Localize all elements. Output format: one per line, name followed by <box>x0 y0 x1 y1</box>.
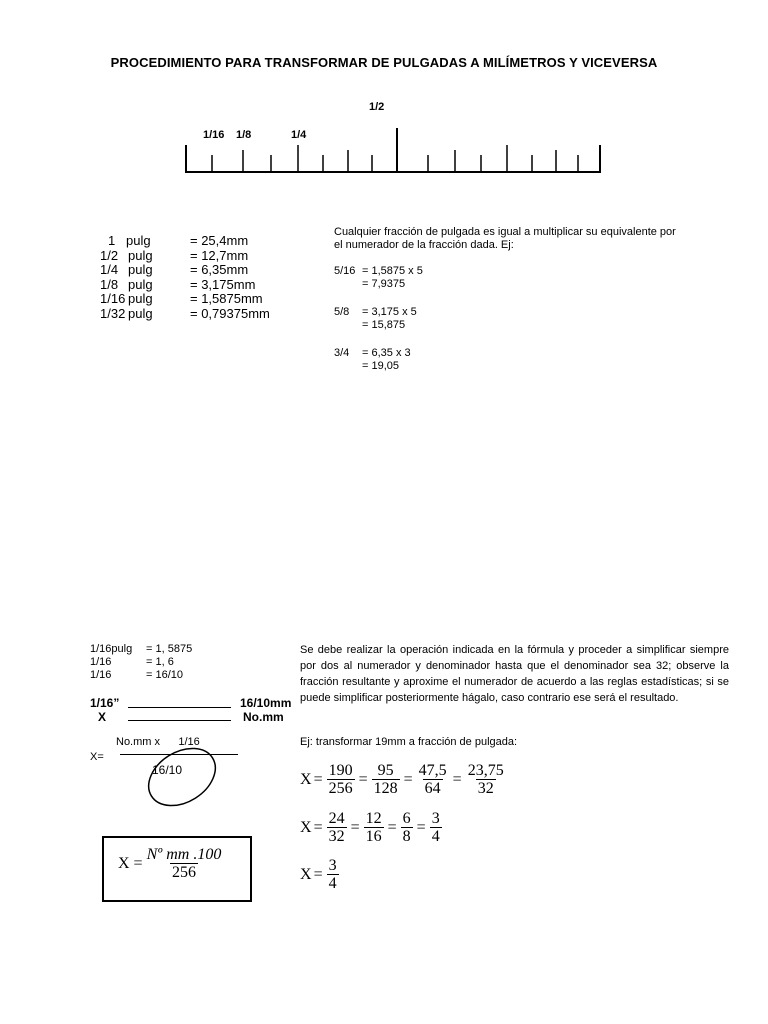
table-cell-equivalent: = 1,5875mm <box>190 291 263 307</box>
table-cell-equivalent: = 3,175mm <box>190 276 256 292</box>
table-cell-fraction: 1/16 <box>100 291 126 307</box>
example-fraction: 3/4 <box>334 347 350 359</box>
table-cell-unit: pulg <box>128 291 153 307</box>
table-cell-fraction: 1/32 <box>100 306 126 321</box>
table-cell-equivalent: = 0,79375mm <box>190 306 270 321</box>
proportion-right-bottom: No.mm <box>243 710 284 724</box>
proportion-left-bottom: X <box>98 710 107 724</box>
x-symbol: X <box>300 770 312 788</box>
table-cell-unit: pulg <box>126 233 151 248</box>
example-operation: = 6,35 x 3 <box>362 347 411 359</box>
table-cell-unit: pulg <box>128 247 153 263</box>
formula-box <box>102 836 252 902</box>
example-operation: = 1,5875 x 5 <box>362 265 423 277</box>
table-cell-unit: pulg <box>128 276 153 292</box>
derivation-denominator: 16/10 <box>152 763 183 777</box>
ruler-label-half: 1/2 <box>369 101 385 113</box>
formula-lhs: X = <box>118 854 143 872</box>
table-cell-equivalent: = 12,7mm <box>190 247 249 263</box>
x-symbol: X <box>300 818 312 836</box>
ruler-label-eighth: 1/8 <box>236 129 252 141</box>
example-fraction: 5/8 <box>334 306 350 318</box>
derivation-numerator: No.mm x 1/16 <box>116 736 200 748</box>
example-fraction: 5/16 <box>334 265 356 277</box>
proportion-line <box>128 707 231 708</box>
explanation-line-2: el numerador de la fracción dada. Ej: <box>334 239 514 251</box>
explanation-line-1: Cualquier fracción de pulgada es igual a multiplicar su equivalente por <box>334 226 676 238</box>
table-cell-fraction: 1/2 <box>100 247 119 263</box>
table-cell-unit: pulg <box>128 306 153 321</box>
worked-row: X = $\frac{3}{4}$ <box>300 857 337 892</box>
table-cell-unit: pulg <box>128 262 153 278</box>
x-symbol: X <box>300 865 312 883</box>
table-cell-equivalent: = 25,4mm <box>190 233 249 248</box>
example-operation: = 3,175 x 5 <box>362 306 417 318</box>
table-cell-fraction: 1 <box>108 233 116 248</box>
derivation-value: = 16/10 <box>146 669 184 681</box>
worked-row: X = $\frac{190}{256}$ = $\frac{95}{128}$ = $\frac{47,5}{64}$ = $\frac{23,75}{32}$ <box>300 762 504 797</box>
procedure-example: Ej: transformar 19mm a fracción de pulgada: <box>300 736 518 748</box>
conversion-table <box>100 234 300 324</box>
derivation-value: = 1, 5875 <box>146 643 193 655</box>
proportion-right-top: 16/10mm <box>240 696 292 710</box>
proportion-left-top: 1/16” <box>90 696 120 710</box>
derivation-label: 1/16 <box>90 656 112 668</box>
page-title: PROCEDIMIENTO PARA TRANSFORMAR DE PULGADAS A MILÍMETROS Y VICEVERSA <box>110 55 658 70</box>
example-result: = 19,05 <box>362 360 400 372</box>
derivation-value: = 1, 6 <box>146 656 174 668</box>
example-result: = 15,875 <box>362 319 406 331</box>
table-cell-fraction: 1/8 <box>100 276 119 292</box>
derivation-label: 1/16 <box>90 669 112 681</box>
derivation-label: 1/16pulg <box>90 643 133 655</box>
ruler-diagram <box>0 0 768 200</box>
table-cell-fraction: 1/4 <box>100 262 119 278</box>
x-equals: X= <box>90 751 104 763</box>
ruler-label-sixteenth: 1/16 <box>203 129 225 141</box>
worked-row: X = $\frac{24}{32}$ = $\frac{12}{16}$ = $\frac{6}{8}$ = $\frac{3}{4}$ <box>300 810 440 845</box>
proportion-line <box>128 720 231 721</box>
table-cell-equivalent: = 6,35mm <box>190 262 249 278</box>
procedure-text: Se debe realizar la operación indicada en la fórmula y proceder a simplificar siempre por dos al numerador y denominador hasta que el denominador sea 32; observe la fracción resultante y aproxime el numerador de acuerdo a las reglas estadísticas; si se puede simplificar posteriormente hágalo, caso contrario ese será el resultado. <box>300 644 729 704</box>
formula-denominator: 256 <box>171 864 196 881</box>
example-result: = 7,9375 <box>362 278 406 290</box>
formula-numerator: Nº mm .100 <box>146 846 222 863</box>
ruler-label-quarter: 1/4 <box>291 129 307 141</box>
ellipse-mark <box>140 738 240 818</box>
